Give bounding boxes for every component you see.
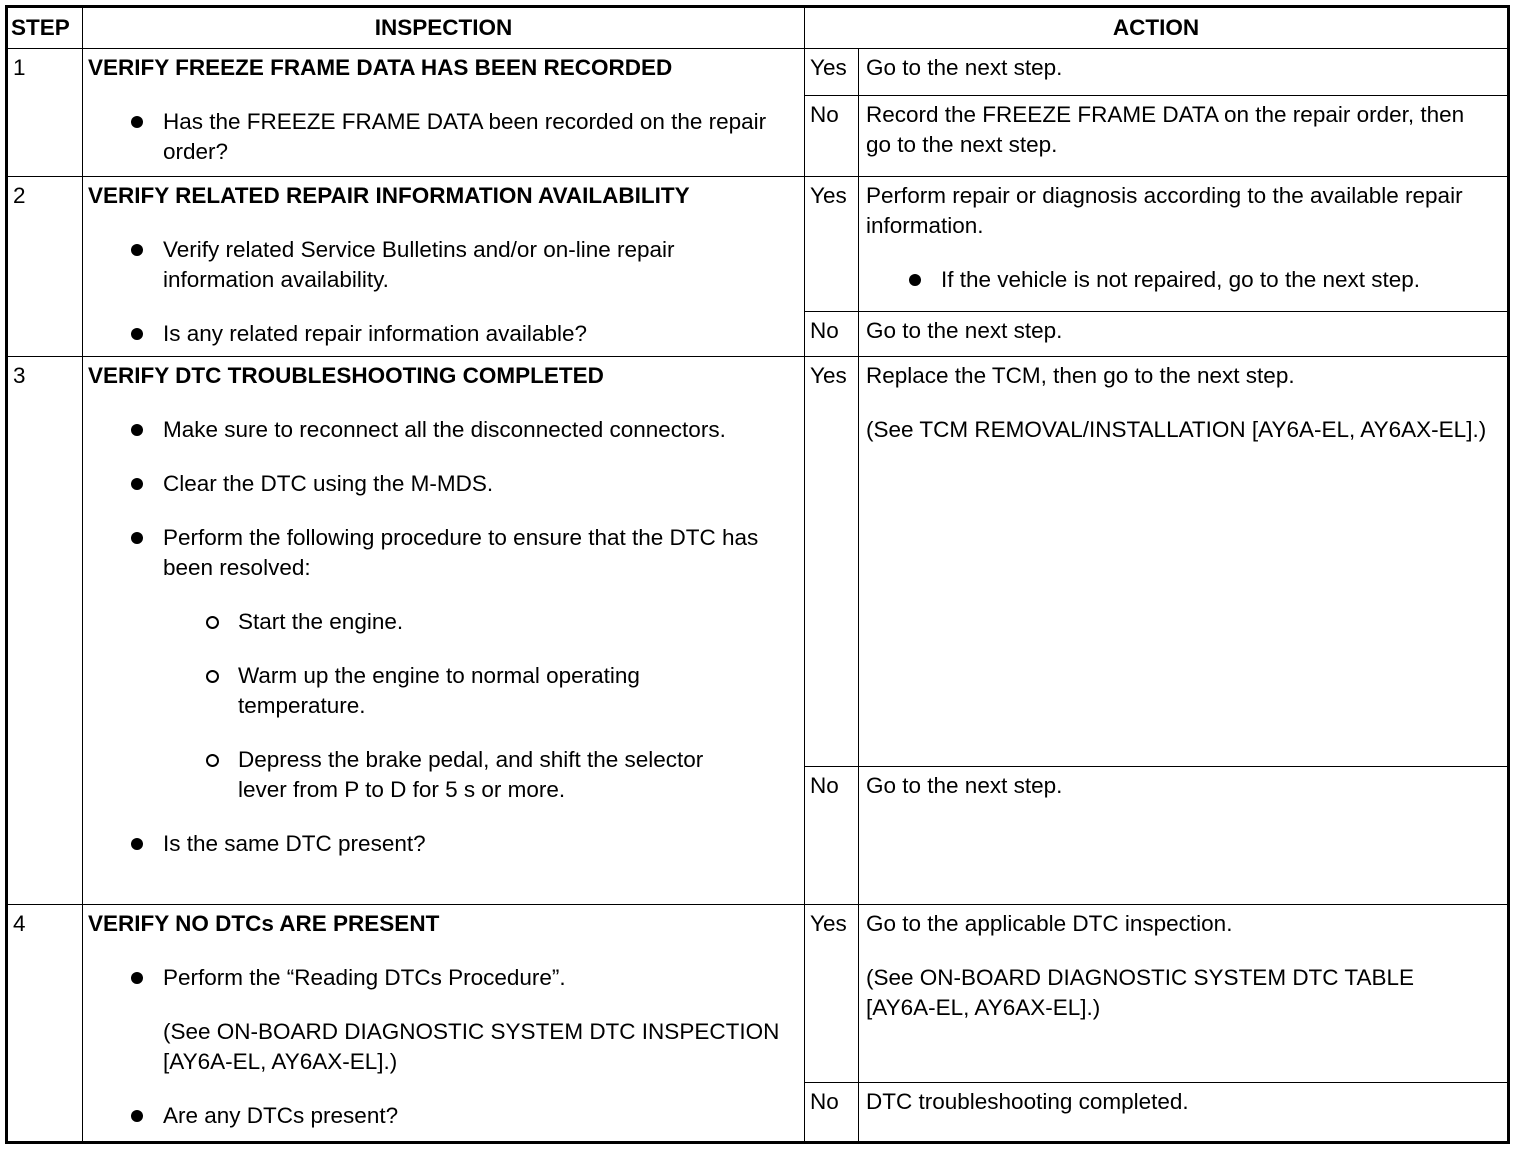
no-action: DTC troubleshooting completed. xyxy=(859,1083,1509,1143)
header-row xyxy=(7,7,1509,49)
yes-label: Yes xyxy=(805,357,859,767)
no-action: Record the FREEZE FRAME DATA on the repair order, then go to the next step. xyxy=(859,96,1509,177)
bullet-dot-icon xyxy=(131,838,143,850)
bullet-dot-icon xyxy=(131,424,143,436)
bullet-text: Verify related Service Bulletins and/or on-line repair information availability. xyxy=(163,237,675,292)
yes-action-cell xyxy=(859,905,1509,1083)
bullet-dot-icon xyxy=(131,328,143,340)
action-bullet-text: If the vehicle is not repaired, go to the next step. xyxy=(941,267,1421,292)
no-label: No xyxy=(805,96,859,177)
step-number: 1 xyxy=(7,49,83,177)
inspection-cell xyxy=(83,49,805,177)
sub-bullet-item xyxy=(238,661,800,721)
inspection-title: VERIFY NO DTCs ARE PRESENT xyxy=(88,911,440,936)
bullet-text: Clear the DTC using the M-MDS. xyxy=(163,471,494,496)
diagnostic-procedure-table xyxy=(5,5,1510,1144)
inspection-cell xyxy=(83,177,805,357)
bullet-item xyxy=(163,235,800,295)
inspection-title: VERIFY RELATED REPAIR INFORMATION AVAILABILITY xyxy=(88,183,690,208)
step-number: 4 xyxy=(7,905,83,1143)
yes-label: Yes xyxy=(805,905,859,1083)
circle-bullet-icon xyxy=(206,754,219,767)
action-header: ACTION xyxy=(805,7,1509,49)
bullet-text: Has the FREEZE FRAME DATA been recorded on the repair order? xyxy=(163,109,767,164)
sub-bullet-item xyxy=(238,607,800,637)
yes-label: Yes xyxy=(805,49,859,96)
bullet-item xyxy=(163,963,800,993)
bullet-dot-icon xyxy=(131,532,143,544)
table-row xyxy=(7,357,1509,767)
table-row xyxy=(7,905,1509,1083)
step-number: 2 xyxy=(7,177,83,357)
yes-action: Replace the TCM, then go to the next step. xyxy=(866,363,1295,388)
circle-bullet-icon xyxy=(206,670,219,683)
yes-action-reference: (See TCM REMOVAL/INSTALLATION [AY6A-EL, AY6AX-EL].) xyxy=(866,417,1487,442)
step-number: 3 xyxy=(7,357,83,905)
no-label: No xyxy=(805,312,859,357)
yes-label: Yes xyxy=(805,177,859,312)
inspection-cell xyxy=(83,357,805,905)
bullet-item xyxy=(163,1101,800,1131)
sub-bullet-item xyxy=(238,745,800,805)
yes-action: Perform repair or diagnosis according to the available repair information. xyxy=(866,183,1463,238)
bullet-item xyxy=(163,107,800,167)
yes-action-reference: (See ON-BOARD DIAGNOSTIC SYSTEM DTC TABLE [AY6A-EL, AY6AX-EL].) xyxy=(866,965,1415,1020)
inspection-reference: (See ON-BOARD DIAGNOSTIC SYSTEM DTC INSPECTION [AY6A-EL, AY6AX-EL].) xyxy=(163,1019,780,1074)
yes-action-cell xyxy=(859,357,1509,767)
step-header: STEP xyxy=(7,7,83,49)
bullet-text: Are any DTCs present? xyxy=(163,1103,399,1128)
bullet-item xyxy=(163,829,800,859)
action-bullet-item xyxy=(941,265,1487,295)
bullet-item xyxy=(163,469,800,499)
no-label: No xyxy=(805,767,859,905)
yes-action-cell xyxy=(859,177,1509,312)
bullet-text: Perform the “Reading DTCs Procedure”. xyxy=(163,965,566,990)
yes-action: Go to the applicable DTC inspection. xyxy=(866,911,1233,936)
inspection-cell xyxy=(83,905,805,1143)
circle-bullet-icon xyxy=(206,616,219,629)
inspection-title: VERIFY DTC TROUBLESHOOTING COMPLETED xyxy=(88,363,604,388)
no-action: Go to the next step. xyxy=(859,312,1509,357)
bullet-dot-icon xyxy=(131,244,143,256)
bullet-dot-icon xyxy=(131,478,143,490)
table-row xyxy=(7,177,1509,312)
bullet-item xyxy=(163,319,800,349)
bullet-dot-icon xyxy=(131,972,143,984)
yes-action: Go to the next step. xyxy=(859,49,1509,96)
no-action: Go to the next step. xyxy=(859,767,1509,905)
no-label: No xyxy=(805,1083,859,1143)
bullet-dot-icon xyxy=(131,116,143,128)
bullet-text: Is any related repair information available? xyxy=(163,321,587,346)
sub-bullet-text: Warm up the engine to normal operating temperature. xyxy=(238,663,640,718)
bullet-text: Make sure to reconnect all the disconnected connectors. xyxy=(163,417,726,442)
inspection-header: INSPECTION xyxy=(83,7,805,49)
bullet-text: Is the same DTC present? xyxy=(163,831,426,856)
bullet-dot-icon xyxy=(909,274,921,286)
bullet-item xyxy=(163,523,800,583)
sub-bullet-text: Depress the brake pedal, and shift the selector lever from P to D for 5 s or more. xyxy=(238,747,704,802)
table-row xyxy=(7,49,1509,96)
sub-bullet-text: Start the engine. xyxy=(238,609,404,634)
bullet-text: Perform the following procedure to ensure that the DTC has been resolved: xyxy=(163,525,759,580)
bullet-dot-icon xyxy=(131,1110,143,1122)
bullet-item xyxy=(163,415,800,445)
inspection-title: VERIFY FREEZE FRAME DATA HAS BEEN RECORDED xyxy=(88,55,673,80)
